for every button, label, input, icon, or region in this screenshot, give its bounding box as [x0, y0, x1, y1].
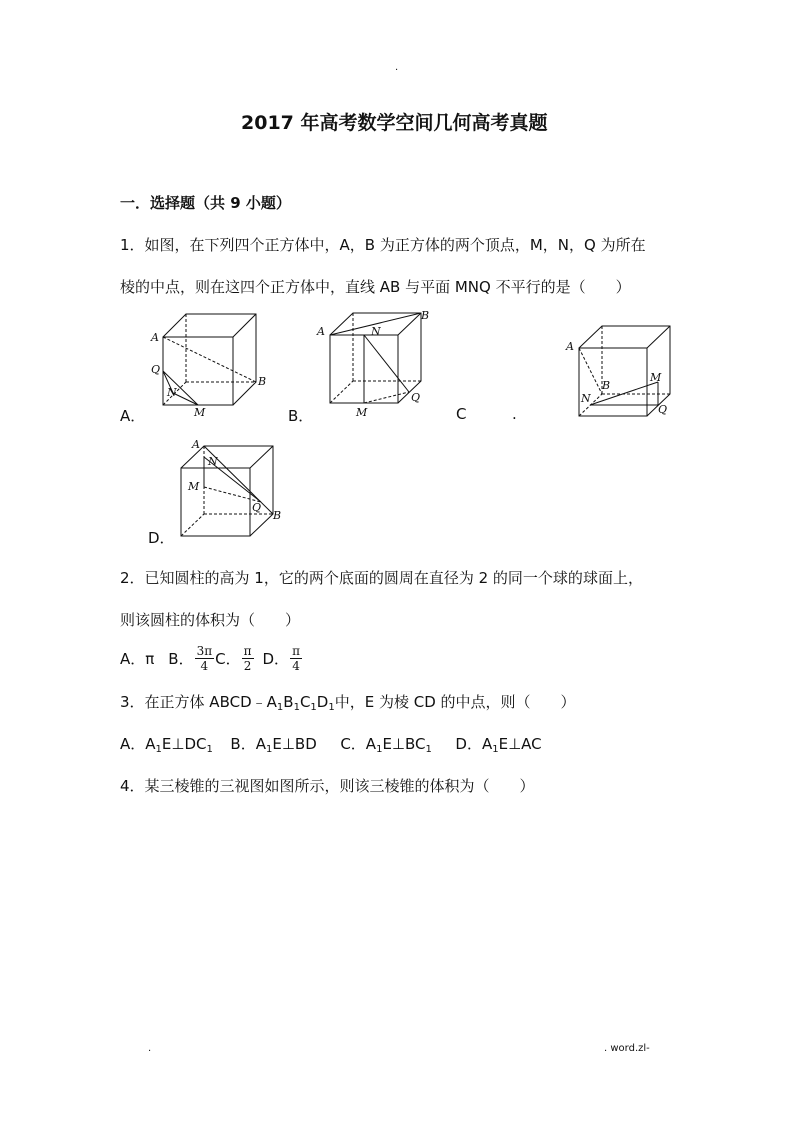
q3-options: [120, 733, 542, 755]
fig-b-label-N: N: [371, 325, 381, 338]
q3-stem-b: B: [283, 693, 294, 711]
fig-b-label-B: B: [421, 309, 430, 322]
fig-c-label-N: N: [581, 392, 591, 405]
cube-figure-b: [315, 305, 445, 420]
q2-option-d-fraction: [290, 644, 302, 673]
fig-a-label-N: N: [167, 386, 177, 399]
fig-a-label-B: B: [258, 375, 267, 388]
cube-figure-a: [148, 305, 278, 420]
q1-option-d-label: D．: [148, 529, 175, 547]
q3-stem: [120, 691, 576, 713]
footer-right-mark: . word.zl-: [604, 1043, 650, 1054]
q1-option-a-label: A．: [120, 407, 146, 425]
q2-option-c-label: C．: [215, 649, 241, 668]
q2-option-b-numerator: 3π: [196, 643, 213, 658]
cube-figure-c: [562, 318, 677, 423]
q1-line2: 棱的中点，则在这四个正方体中，直线 AB 与平面 MNQ 不平行的是（ ）: [120, 278, 631, 296]
fig-b-label-A: A: [317, 325, 325, 338]
q3-sub-1: 1: [276, 702, 284, 713]
q2-option-b-fraction: [195, 644, 215, 673]
fig-a-label-M: M: [194, 406, 206, 419]
q3-stem-d: D: [316, 693, 329, 711]
q1-option-c-label: C: [456, 405, 467, 423]
q2-option-d-numerator: π: [292, 643, 300, 658]
fig-c-label-Q: Q: [658, 403, 668, 416]
footer-left-mark: .: [148, 1043, 152, 1054]
q2-option-b-denominator: 4: [200, 658, 209, 673]
fig-c-label-M: M: [650, 371, 662, 384]
section-heading: 一．选择题（共 9 小题）: [120, 194, 291, 212]
q2-option-c-denominator: 2: [243, 658, 252, 673]
q3-option-c: C．$A_1E\perp BC_1$: [340, 735, 432, 755]
q3-option-a: A．$A_1E\perp DC_1$: [120, 735, 213, 755]
q3-option-d: D．$A_1E\perp AC$: [455, 735, 542, 755]
fig-d-label-N: N: [208, 455, 218, 468]
q2-option-a: A．π: [120, 649, 155, 668]
q2-line2: 则该圆柱的体积为（ ）: [120, 611, 301, 629]
q3-sub-4: 1: [328, 702, 335, 713]
fig-a-label-A: A: [151, 331, 159, 344]
q3-sub-3: 1: [310, 702, 317, 713]
fig-c-label-A: A: [566, 340, 574, 353]
fig-a-label-Q: Q: [151, 363, 161, 376]
q2-option-c-numerator: π: [243, 643, 252, 658]
q2-options: [120, 638, 303, 678]
q2-option-d-denominator: 4: [292, 658, 300, 673]
q3-option-b: B．$A_1E\perp BD$: [230, 735, 317, 755]
fig-d-label-M: M: [188, 480, 200, 493]
q3-stem-pre: 3．在正方体 ABCD﹣A: [120, 693, 277, 711]
q1-option-c-dot: .: [512, 405, 517, 423]
cube-figure-d: [168, 432, 293, 542]
q4-line1: 4．某三棱锥的三视图如图所示，则该三棱锥的体积为（ ）: [120, 777, 535, 795]
q3-stem-post: 中，E 为棱 CD 的中点，则（ ）: [334, 693, 576, 711]
fig-d-label-A: A: [192, 438, 200, 451]
q1-option-b-label: B．: [288, 407, 314, 425]
fig-d-label-Q: Q: [252, 501, 262, 514]
q1-line1: 1．如图，在下列四个正方体中，A，B 为正方体的两个顶点，M，N，Q 为所在: [120, 236, 646, 254]
q2-option-c-fraction: [242, 644, 254, 673]
fig-b-label-Q: Q: [411, 391, 421, 404]
q2-line1: 2．已知圆柱的高为 1，它的两个底面的圆周在直径为 2 的同一个球的球面上，: [120, 569, 643, 587]
page-title: 2017 年高考数学空间几何高考真题: [241, 112, 548, 134]
q2-option-d-label: D．: [262, 649, 290, 668]
q3-sub-2: 1: [293, 702, 300, 713]
fig-c-label-B: B: [602, 379, 611, 392]
fig-b-label-M: M: [356, 406, 368, 419]
q2-option-b-label: B．: [168, 649, 194, 668]
fig-d-label-B: B: [273, 509, 282, 522]
header-mark: .: [395, 62, 399, 73]
q3-stem-c: C: [299, 693, 311, 711]
